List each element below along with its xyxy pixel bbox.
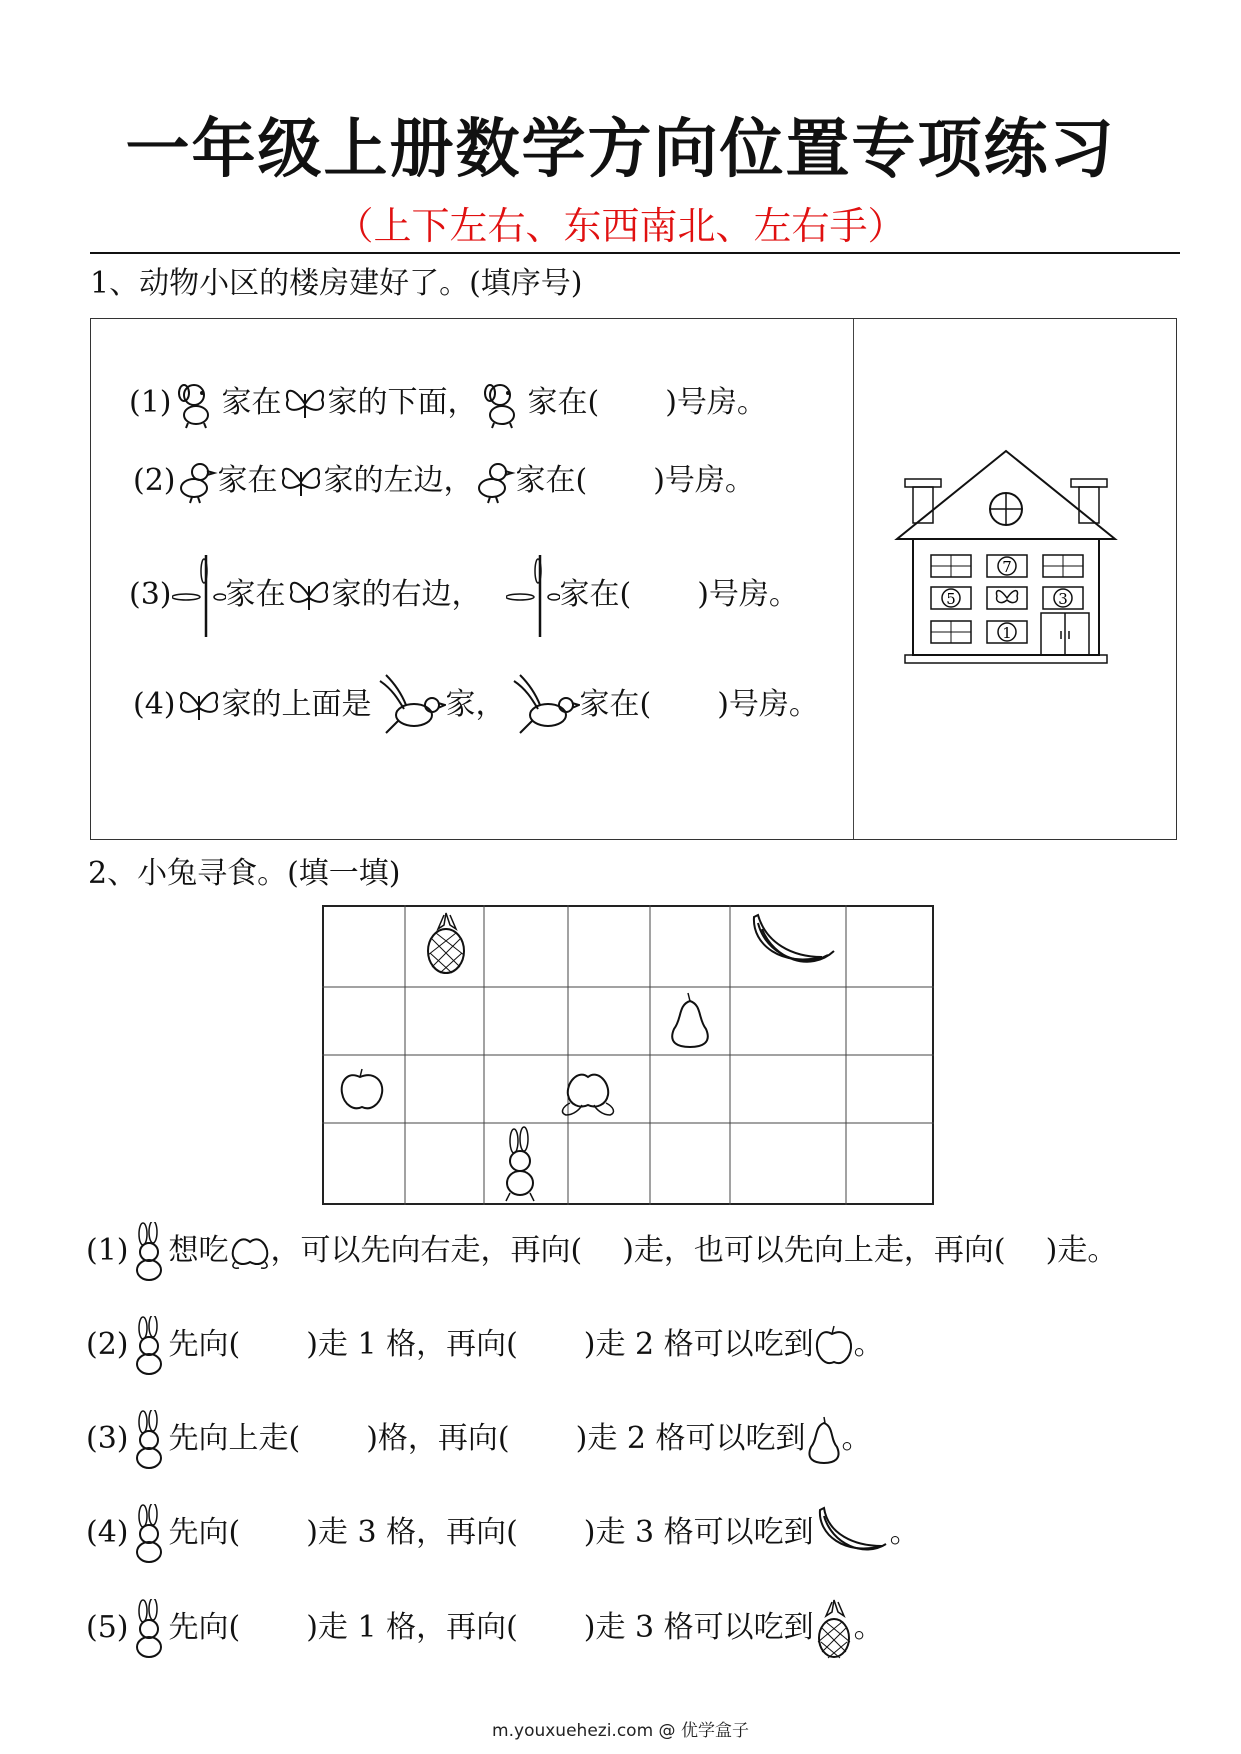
question-2-heading: 2、小兔寻食。(填一填) <box>88 856 401 891</box>
q1-line-3 <box>129 551 799 641</box>
q1-line-3-d: )号房。 <box>697 577 799 612</box>
q1-line-1-b: 家的下面， <box>327 385 478 420</box>
q2-line-1-c: )走，也可以先向上走，再向( <box>622 1233 1006 1268</box>
butterfly-icon <box>286 574 332 618</box>
food-grid <box>322 905 934 1205</box>
q1-line-3-num: (3) <box>129 577 172 612</box>
room-number-3: 3 <box>1058 590 1068 608</box>
q2-line-2-a: 先向( <box>168 1327 241 1362</box>
room-number-1: 1 <box>1002 624 1012 642</box>
q1-line-3-a: 家在 <box>225 577 286 612</box>
q2-line-5-d: 。 <box>853 1610 884 1645</box>
peach-icon <box>229 1234 271 1270</box>
box-divider <box>853 319 854 839</box>
banana-icon <box>754 915 834 962</box>
pineapple-icon <box>814 1598 854 1660</box>
peach-icon <box>563 1075 614 1115</box>
dog-icon <box>478 379 528 429</box>
q2-line-2-c: )走 2 格可以吃到 <box>583 1327 814 1362</box>
q1-line-4-d: )号房。 <box>717 687 819 722</box>
q1-line-1 <box>129 377 767 429</box>
pear-icon <box>806 1415 842 1465</box>
pineapple-icon <box>428 913 464 973</box>
chick-icon <box>176 460 218 504</box>
q2-line-1-num: (1) <box>86 1233 129 1268</box>
q2-line-4-c: )走 3 格可以吃到 <box>583 1515 814 1550</box>
q2-line-1-d: )走。 <box>1045 1233 1118 1268</box>
q1-line-1-num: (1) <box>129 385 172 420</box>
q2-line-4 <box>86 1504 920 1564</box>
chick-icon <box>474 460 516 504</box>
q1-line-3-c: 家在( <box>559 577 632 612</box>
q2-line-4-num: (4) <box>86 1515 129 1550</box>
q2-line-1-b: ，可以先向右走，再向( <box>270 1233 583 1268</box>
q1-line-2-b: 家的左边， <box>323 463 474 498</box>
title-divider <box>90 252 1180 254</box>
q2-line-5 <box>86 1598 884 1660</box>
butterfly-icon <box>278 460 324 504</box>
q2-line-4-d: 。 <box>889 1515 920 1550</box>
q2-line-2 <box>86 1316 884 1376</box>
q1-line-1-a: 家在 <box>221 385 282 420</box>
q1-line-4-num: (4) <box>133 687 176 722</box>
q1-line-4 <box>133 671 819 741</box>
q2-line-3-c: )走 2 格可以吃到 <box>575 1421 806 1456</box>
q2-line-2-num: (2) <box>86 1327 129 1362</box>
q2-line-3-num: (3) <box>86 1421 129 1456</box>
q2-line-3-d: 。 <box>841 1421 872 1456</box>
q1-line-2 <box>133 455 755 504</box>
q2-line-5-c: )走 3 格可以吃到 <box>583 1610 814 1645</box>
page-subtitle: （上下左右、东西南北、左右手） <box>335 204 906 248</box>
pear-icon <box>672 993 708 1047</box>
rabbit-icon <box>129 1410 169 1470</box>
question-1-heading: 1、动物小区的楼房建好了。(填序号) <box>90 266 583 301</box>
footer-watermark: m.youxuehezi.com @ 优学盒子 <box>492 1721 749 1741</box>
q2-line-5-num: (5) <box>86 1610 129 1645</box>
room-number-7: 7 <box>1002 558 1012 576</box>
dragonfly-icon <box>506 551 560 641</box>
rabbit-icon <box>129 1599 169 1659</box>
question-1-box <box>90 318 1177 840</box>
q1-line-3-b: 家的右边， <box>331 577 482 612</box>
rabbit-icon <box>506 1127 534 1201</box>
banana-icon <box>814 1504 890 1564</box>
q1-line-2-d: )号房。 <box>653 463 755 498</box>
bird-icon <box>372 671 446 741</box>
apartment-building <box>891 449 1121 679</box>
rabbit-icon <box>129 1504 169 1564</box>
butterfly-icon <box>282 382 328 426</box>
q2-line-3 <box>86 1410 872 1470</box>
q1-line-4-a: 家的上面是 <box>221 687 372 722</box>
q1-line-4-b: 家， <box>445 687 506 722</box>
rabbit-icon <box>129 1316 169 1376</box>
q2-line-3-a: 先向上走( <box>168 1421 301 1456</box>
q2-line-2-d: 。 <box>853 1327 884 1362</box>
q2-line-1-a: 想吃 <box>168 1233 229 1268</box>
q2-line-1 <box>86 1222 1117 1282</box>
q2-line-5-b: )走 1 格，再向( <box>306 1610 518 1645</box>
q2-line-4-b: )走 3 格，再向( <box>306 1515 518 1550</box>
q1-line-2-num: (2) <box>133 463 176 498</box>
q1-line-1-c: 家在( <box>527 385 600 420</box>
room-number-5: 5 <box>946 590 956 608</box>
apple-icon <box>342 1069 383 1108</box>
q1-line-4-c: 家在( <box>579 687 652 722</box>
q1-line-2-a: 家在 <box>217 463 278 498</box>
butterfly-icon <box>176 684 222 728</box>
q1-line-1-d: )号房。 <box>665 385 767 420</box>
q1-line-2-c: 家在( <box>515 463 588 498</box>
page-title: 一年级上册数学方向位置专项练习 <box>125 113 1116 187</box>
q2-line-4-a: 先向( <box>168 1515 241 1550</box>
q2-line-3-b: )格，再向( <box>366 1421 510 1456</box>
dragonfly-icon <box>172 551 226 641</box>
apple-icon <box>814 1324 854 1368</box>
dog-icon <box>172 379 222 429</box>
q2-line-2-b: )走 1 格，再向( <box>306 1327 518 1362</box>
rabbit-icon <box>129 1222 169 1282</box>
bird-icon <box>506 671 580 741</box>
q2-line-5-a: 先向( <box>168 1610 241 1645</box>
